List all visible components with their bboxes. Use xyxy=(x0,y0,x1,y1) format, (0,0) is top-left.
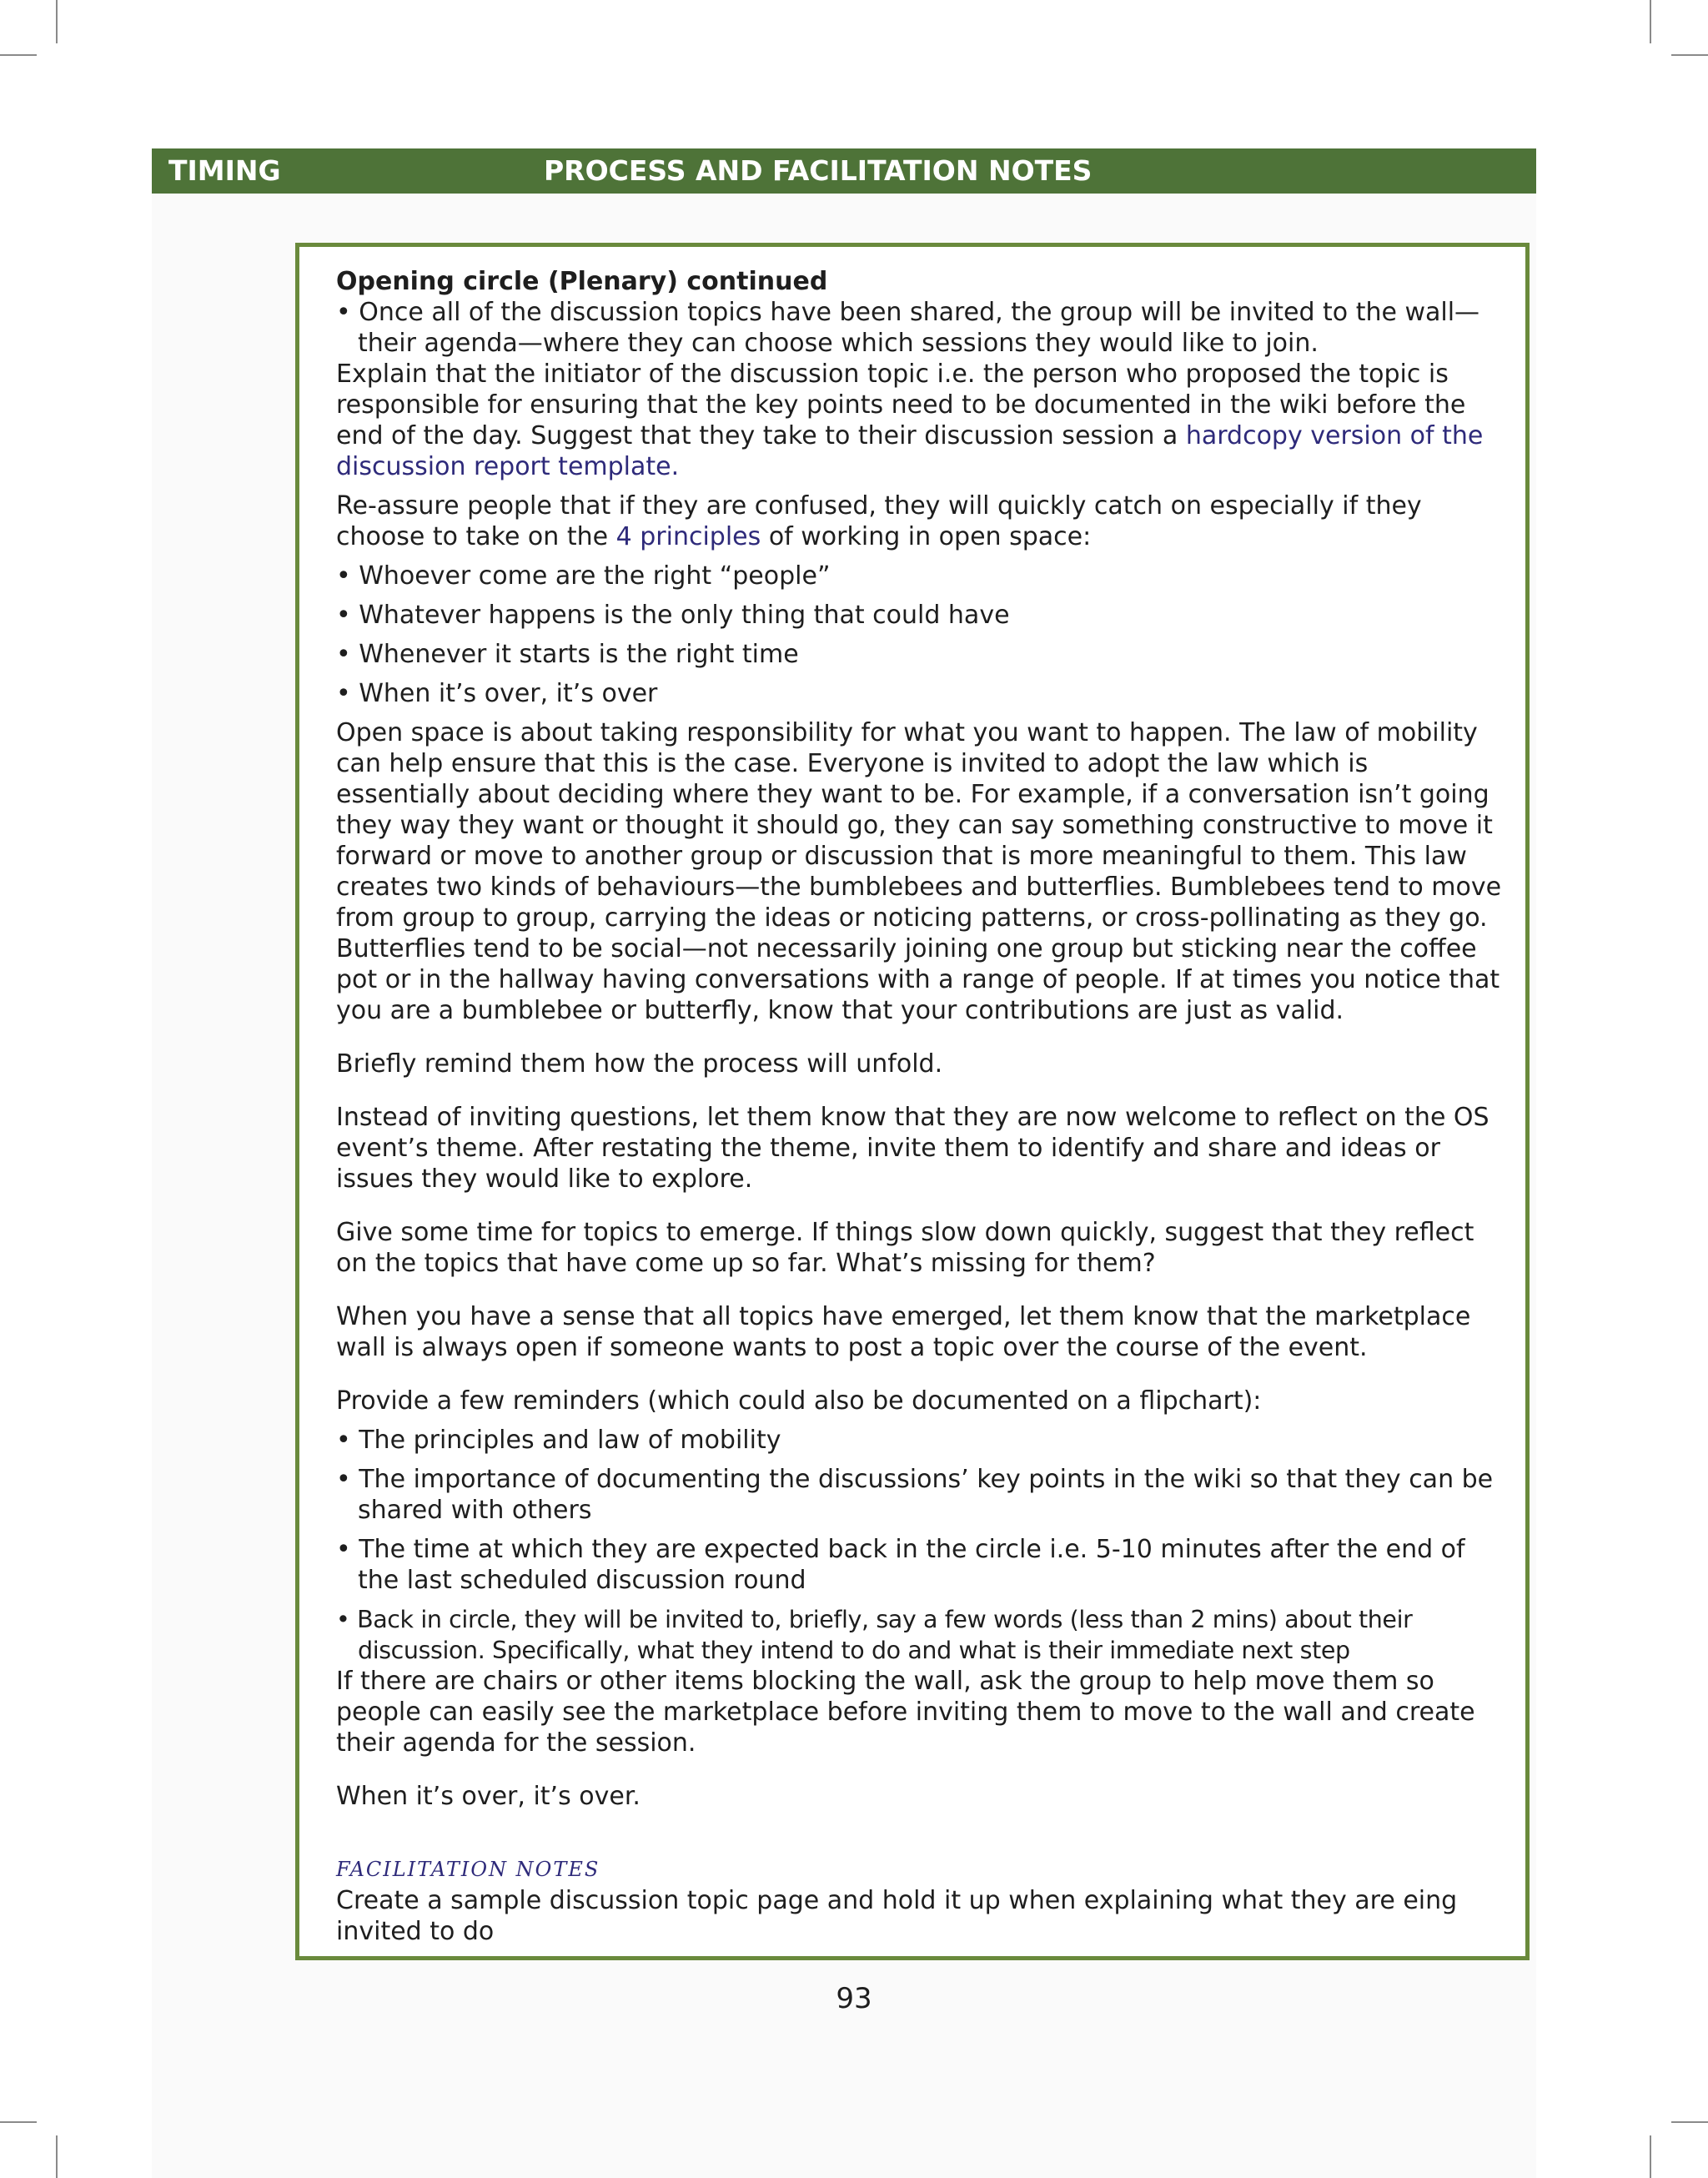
principle-item: • When it’s over, it’s over xyxy=(336,679,658,708)
closing-line: When it’s over, it’s over. xyxy=(336,1782,640,1811)
crop-mark xyxy=(1671,2121,1708,2123)
initiator-text: Explain that the initiator of the discussion topic i.e. the person who proposed the topic is responsible for ensuring that the key points need to be documented in the wiki before the end of the day. Suggest that they take to their discussion session a xyxy=(336,360,1466,450)
report-template-link[interactable]: hardcopy version of the discussion report template. xyxy=(336,421,1484,481)
page-number: 93 xyxy=(836,1982,872,2015)
notes-content xyxy=(336,266,1504,1947)
bullet-agenda: • Once all of the discussion topics have been shared, the group will be invited to the wall—their agenda—where they can choose which sessions they would like to join. xyxy=(336,298,1480,358)
reminder-item: • The principles and law of mobility xyxy=(336,1426,781,1455)
notes-box xyxy=(295,243,1530,1960)
principles-link[interactable]: 4 principles xyxy=(615,522,761,551)
remind-paragraph: Briefly remind them how the process will unfold. xyxy=(336,1049,943,1079)
reminders-intro: Provide a few reminders (which could also be documented on a flipchart): xyxy=(336,1386,1262,1416)
crop-mark xyxy=(0,54,37,56)
crop-mark xyxy=(56,0,58,43)
crop-mark xyxy=(1650,0,1651,43)
time-paragraph: Give some time for topics to emerge. If things slow down quickly, suggest that they reflect on the topics that have come up so far. What’s missing for them? xyxy=(336,1218,1474,1278)
chairs-paragraph: If there are chairs or other items blocking the wall, ask the group to help move them so people can easily see the marketplace before inviting them to move to the wall and create their agenda for the session. xyxy=(336,1667,1475,1758)
crop-mark xyxy=(1671,54,1708,56)
reminder-item: • The time at which they are expected back in the circle i.e. 5-10 minutes after the end of the last scheduled discussion round xyxy=(336,1535,1465,1595)
crop-mark xyxy=(56,2135,58,2178)
reassure-text: Re-assure people that if they are confused, they will quickly catch on especially if they choose to take on the xyxy=(336,491,1422,551)
timing-column-header: TIMING xyxy=(168,154,281,187)
questions-paragraph: Instead of inviting questions, let them know that they are now welcome to reflect on the OS event’s theme. After restating the theme, invite them to identify and share and ideas or issues they would like to explore. xyxy=(336,1103,1489,1194)
principle-item: • Whoever come are the right “people” xyxy=(336,561,831,591)
crop-mark xyxy=(1650,2135,1651,2178)
principle-item: • Whenever it starts is the right time xyxy=(336,640,799,669)
reassure-paragraph xyxy=(336,490,1504,552)
reassure-tail: of working in open space: xyxy=(761,522,1092,551)
table-header xyxy=(152,148,1536,194)
initiator-paragraph xyxy=(336,359,1504,482)
reminder-item: • Back in circle, they will be invited to, briefly, say a few words (less than 2 mins) about their discussion. Specifically, what they intend to do and what is their immediate next step xyxy=(336,1606,1413,1664)
open-space-paragraph: Open space is about taking responsibility for what you want to happen. The law of mobility can help ensure that this is the case. Everyone is invited to adopt the law which is essentially about deciding where they want to be. For example, if a conversation isn’t going they way they want or thought it should go, they can say something constructive to move it forward or move to another group or discussion that is more meaningful to them. This law creates two kinds of behaviours—the bumblebees and butterflies. Bumblebees tend to move from group to group, carrying the ideas or noticing patterns, or cross-pollinating as they go. Butterflies tend to be social—not necessarily joining one group but sticking near the coffee pot or in the hallway having conversations with a range of people. If at times you notice that you are a bumblebee or butterfly, know that your contributions are just as valid. xyxy=(336,718,1502,1025)
crop-mark xyxy=(0,2121,37,2123)
process-column-header: PROCESS AND FACILITATION NOTES xyxy=(544,154,1093,187)
principle-item: • Whatever happens is the only thing that could have xyxy=(336,601,1010,630)
facilitation-notes-label: FACILITATION NOTES xyxy=(336,1858,600,1881)
wall-paragraph: When you have a sense that all topics have emerged, let them know that the marketplace wall is always open if someone wants to post a topic over the course of the event. xyxy=(336,1302,1471,1362)
section-heading: Opening circle (Plenary) continued xyxy=(336,267,828,296)
reminder-item: • The importance of documenting the discussions’ key points in the wiki so that they can be shared with others xyxy=(336,1465,1494,1525)
facilitation-notes-text: Create a sample discussion topic page and hold it up when explaining what they are eing invited to do xyxy=(336,1886,1458,1946)
